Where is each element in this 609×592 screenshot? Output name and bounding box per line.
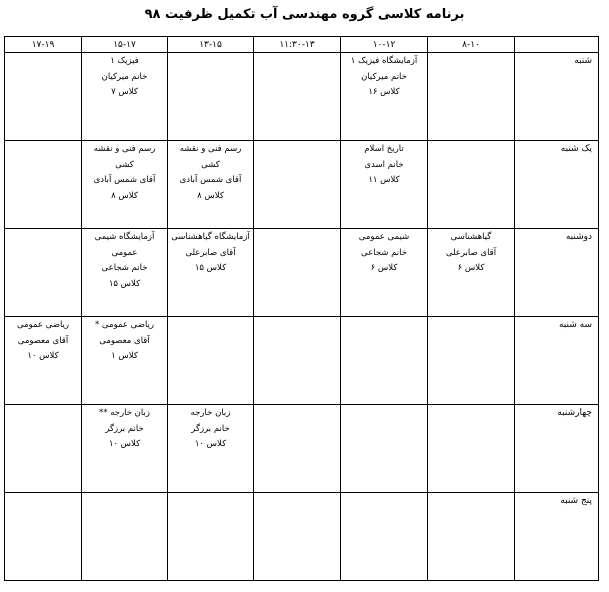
- course-entry-line: کلاس ۱۱: [368, 175, 400, 185]
- course-entry-line: ریاضی عمومی: [16, 320, 70, 330]
- day-label: دوشنبه: [515, 229, 599, 317]
- header-time-slot: ۱۱:۳۰-۱۳: [254, 37, 341, 53]
- schedule-cell: [428, 53, 515, 141]
- schedule-cell: [341, 229, 428, 317]
- course-entry-line: کشی: [115, 159, 134, 170]
- schedule-cell: [341, 53, 428, 141]
- course-entry-line: رسم فنی و نقشه: [93, 144, 156, 154]
- day-label: پنج شنبه: [515, 493, 599, 581]
- schedule-cell: [341, 405, 428, 493]
- schedule-cell: [428, 229, 515, 317]
- schedule-cell: [341, 493, 428, 581]
- course-entry-line: آقای معصومی: [99, 335, 150, 346]
- schedule-cell: [341, 317, 428, 405]
- course-entry: [168, 229, 253, 277]
- header-time-slot: ۱۵-۱۷: [82, 37, 168, 53]
- course-entry: [341, 229, 427, 277]
- header-day-column: [515, 37, 599, 53]
- course-entry-line: آقای شمس آبادی: [93, 175, 156, 185]
- schedule-cell: [254, 229, 341, 317]
- course-entry-line: کلاس ۱۵: [194, 263, 227, 273]
- schedule-cell: [82, 405, 168, 493]
- schedule-cell: [168, 405, 254, 493]
- course-entry: [341, 141, 427, 189]
- course-entry: [82, 317, 167, 365]
- course-entry-line: آقای صابرعلی: [445, 247, 497, 258]
- course-entry-line: خانم شجاعی: [361, 247, 407, 258]
- schedule-cell: [254, 53, 341, 141]
- course-entry: [428, 229, 514, 277]
- schedule-cell: [82, 53, 168, 141]
- course-entry-line: خانم برزگر: [105, 423, 144, 434]
- course-entry-line: کلاس ۶: [457, 263, 485, 273]
- schedule-cell: [254, 141, 341, 229]
- course-entry-line: کلاس ۱۰: [27, 351, 59, 361]
- header-time-slot: ۱۰-۱۲: [341, 37, 428, 53]
- course-entry-line: آزمایشگاه شیمی: [94, 232, 155, 242]
- course-entry-line: گیاهشناسی: [450, 232, 492, 242]
- course-entry-line: کلاس ۱۰: [194, 439, 227, 449]
- course-entry: [341, 53, 427, 101]
- course-entry: [82, 229, 167, 292]
- course-entry-line: کلاس ۱۵: [108, 278, 141, 289]
- course-entry-line: آقای معصومی: [17, 335, 69, 346]
- course-entry: [82, 141, 167, 204]
- course-entry-line: خانم برزگر: [191, 423, 230, 434]
- course-entry-line: کلاس ۸: [197, 190, 224, 201]
- table-row: [5, 317, 599, 405]
- schedule-cell: [341, 141, 428, 229]
- schedule-cell: [428, 405, 515, 493]
- page-title: برنامه کلاسی گروه مهندسی آب تکمیل ظرفیت ۹۸: [144, 7, 465, 22]
- course-entry-line: رسم فنی و نقشه: [179, 144, 242, 154]
- day-label: چهارشنبه: [515, 405, 599, 493]
- schedule-cell: [254, 317, 341, 405]
- course-entry-line: آقای شمس آبادی: [179, 175, 242, 185]
- schedule-cell: [5, 229, 82, 317]
- table-row: [5, 405, 599, 493]
- schedule-cell: [5, 141, 82, 229]
- table-row: [5, 229, 599, 317]
- course-entry-line: آزمایشگاه فیزیک ۱: [350, 56, 418, 66]
- course-entry-line: آزمایشگاه گیاهشناسی: [171, 232, 250, 242]
- course-entry-line: تاریخ اسلام: [364, 144, 404, 154]
- day-label: یک شنبه: [515, 141, 599, 229]
- schedule-cell: [168, 53, 254, 141]
- course-entry: [168, 405, 253, 453]
- schedule-cell: [254, 493, 341, 581]
- schedule-cell: [82, 317, 168, 405]
- schedule-cell: [168, 229, 254, 317]
- course-entry-line: کلاس ۸: [111, 190, 138, 201]
- header-row: [5, 37, 599, 53]
- schedule-cell: [428, 493, 515, 581]
- course-entry-line: ریاضی عمومی *: [94, 320, 155, 330]
- header-time-slot: ۸-۱۰: [428, 37, 515, 53]
- course-entry-line: خانم شجاعی: [101, 263, 148, 273]
- table-row: [5, 493, 599, 581]
- course-entry-line: کلاس ۱۰: [108, 439, 141, 449]
- schedule-cell: [5, 317, 82, 405]
- schedule-cell: [82, 229, 168, 317]
- course-entry-line: عمومی: [111, 247, 138, 258]
- schedule-cell: [254, 405, 341, 493]
- course-entry-line: کشی: [201, 159, 220, 170]
- course-entry-line: آقای صابرعلی: [185, 247, 236, 258]
- header-time-slot: ۱۳-۱۵: [168, 37, 254, 53]
- course-entry-line: خانم اسدی: [364, 159, 404, 170]
- course-entry: [82, 53, 167, 101]
- schedule-cell: [5, 493, 82, 581]
- course-entry-line: زبان خارجه **: [99, 408, 150, 418]
- course-entry-line: کلاس ۷: [111, 87, 138, 97]
- course-entry-line: شیمی عمومی: [358, 232, 410, 242]
- schedule-cell: [428, 317, 515, 405]
- day-label: شنبه: [515, 53, 599, 141]
- course-entry: [168, 141, 253, 204]
- table-row: [5, 141, 599, 229]
- schedule-cell: [5, 53, 82, 141]
- schedule-cell: [168, 317, 254, 405]
- course-entry-line: کلاس ۱: [111, 351, 138, 361]
- schedule-cell: [82, 141, 168, 229]
- course-entry-line: کلاس ۶: [370, 263, 398, 273]
- course-entry-line: خانم میرکیان: [361, 71, 407, 82]
- schedule-cell: [82, 493, 168, 581]
- class-schedule-table: [4, 36, 599, 581]
- course-entry-line: خانم میرکیان: [101, 71, 148, 82]
- course-entry-line: کلاس ۱۶: [368, 87, 400, 97]
- schedule-cell: [168, 141, 254, 229]
- schedule-cell: [5, 405, 82, 493]
- schedule-cell: [168, 493, 254, 581]
- schedule-cell: [428, 141, 515, 229]
- course-entry: [82, 405, 167, 453]
- course-entry: [5, 317, 81, 365]
- table-row: [5, 53, 599, 141]
- day-label: سه شنبه: [515, 317, 599, 405]
- course-entry-line: فیزیک ۱: [110, 56, 139, 66]
- header-time-slot: ۱۷-۱۹: [5, 37, 82, 53]
- course-entry-line: زبان خارجه: [190, 408, 231, 418]
